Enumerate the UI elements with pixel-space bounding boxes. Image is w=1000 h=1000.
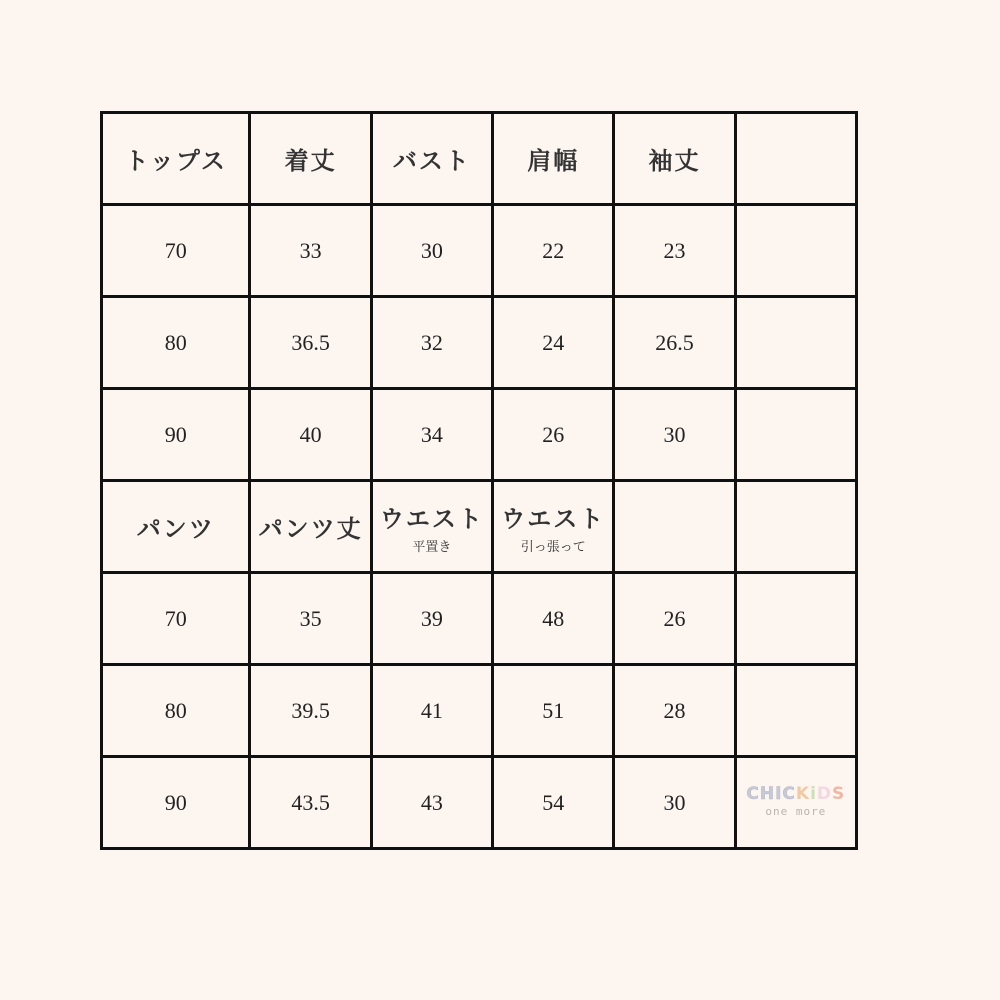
table-cell	[735, 297, 856, 389]
table-cell	[735, 573, 856, 665]
table-cell: 36.5	[250, 297, 371, 389]
table-cell	[735, 665, 856, 757]
table-cell: 22	[493, 205, 614, 297]
table-cell	[735, 205, 856, 297]
logo-kids-letter: S	[832, 784, 846, 804]
table-cell: 28	[614, 665, 735, 757]
pants-header-cell: ウエスト 引っ張って	[493, 481, 614, 573]
tops-header-cell: トップス	[102, 113, 250, 205]
logo-kids-letter: D	[816, 784, 833, 804]
pants-header-cell	[614, 481, 735, 573]
table-cell: 24	[493, 297, 614, 389]
table-cell: 90	[102, 389, 250, 481]
table-cell: 26	[493, 389, 614, 481]
table-row	[102, 757, 857, 849]
table-cell: 54	[493, 757, 614, 849]
table-cell	[735, 389, 856, 481]
table-cell: 39.5	[250, 665, 371, 757]
table-cell: 70	[102, 205, 250, 297]
table-cell: 23	[614, 205, 735, 297]
table-cell: 35	[250, 573, 371, 665]
table-row	[102, 389, 857, 481]
logo-chic-text: CHIC	[746, 784, 796, 804]
tops-header-cell: 肩幅	[493, 113, 614, 205]
tops-header-row	[102, 113, 857, 205]
table-row	[102, 205, 857, 297]
table-cell: 32	[371, 297, 492, 389]
table-row	[102, 665, 857, 757]
table-cell: 30	[371, 205, 492, 297]
table-row	[102, 573, 857, 665]
logo-kids-letter: K	[795, 784, 811, 804]
table-cell: 39	[371, 573, 492, 665]
table-cell: 34	[371, 389, 492, 481]
logo-kids-letter: i	[810, 784, 817, 804]
table-cell: 90	[102, 757, 250, 849]
tops-header-cell: バスト	[371, 113, 492, 205]
logo-tagline: one more	[765, 805, 827, 818]
pants-header-cell: パンツ丈	[250, 481, 371, 573]
table-cell: 30	[614, 389, 735, 481]
pants-header-row	[102, 481, 857, 573]
table-cell: 40	[250, 389, 371, 481]
chic-kids-logo	[746, 786, 845, 817]
table-cell: 30	[614, 757, 735, 849]
table-cell: 80	[102, 297, 250, 389]
table-row	[102, 297, 857, 389]
table-cell: 41	[371, 665, 492, 757]
pants-header-cell: ウエスト 平置き	[371, 481, 492, 573]
table-cell: 51	[493, 665, 614, 757]
table-cell: 26	[614, 573, 735, 665]
size-table	[100, 111, 858, 850]
table-cell: 43.5	[250, 757, 371, 849]
tops-header-cell	[735, 113, 856, 205]
table-cell: 48	[493, 573, 614, 665]
pants-header-cell	[735, 481, 856, 573]
table-cell: 80	[102, 665, 250, 757]
pants-header-cell: パンツ	[102, 481, 250, 573]
waist-flat-note: 平置き	[412, 539, 452, 555]
table-cell: 33	[250, 205, 371, 297]
waist-stretched-note: 引っ張って	[520, 539, 586, 555]
tops-header-cell: 袖丈	[614, 113, 735, 205]
logo-cell	[735, 757, 856, 849]
table-cell: 26.5	[614, 297, 735, 389]
table-cell: 43	[371, 757, 492, 849]
table-cell: 70	[102, 573, 250, 665]
tops-header-cell: 着丈	[250, 113, 371, 205]
